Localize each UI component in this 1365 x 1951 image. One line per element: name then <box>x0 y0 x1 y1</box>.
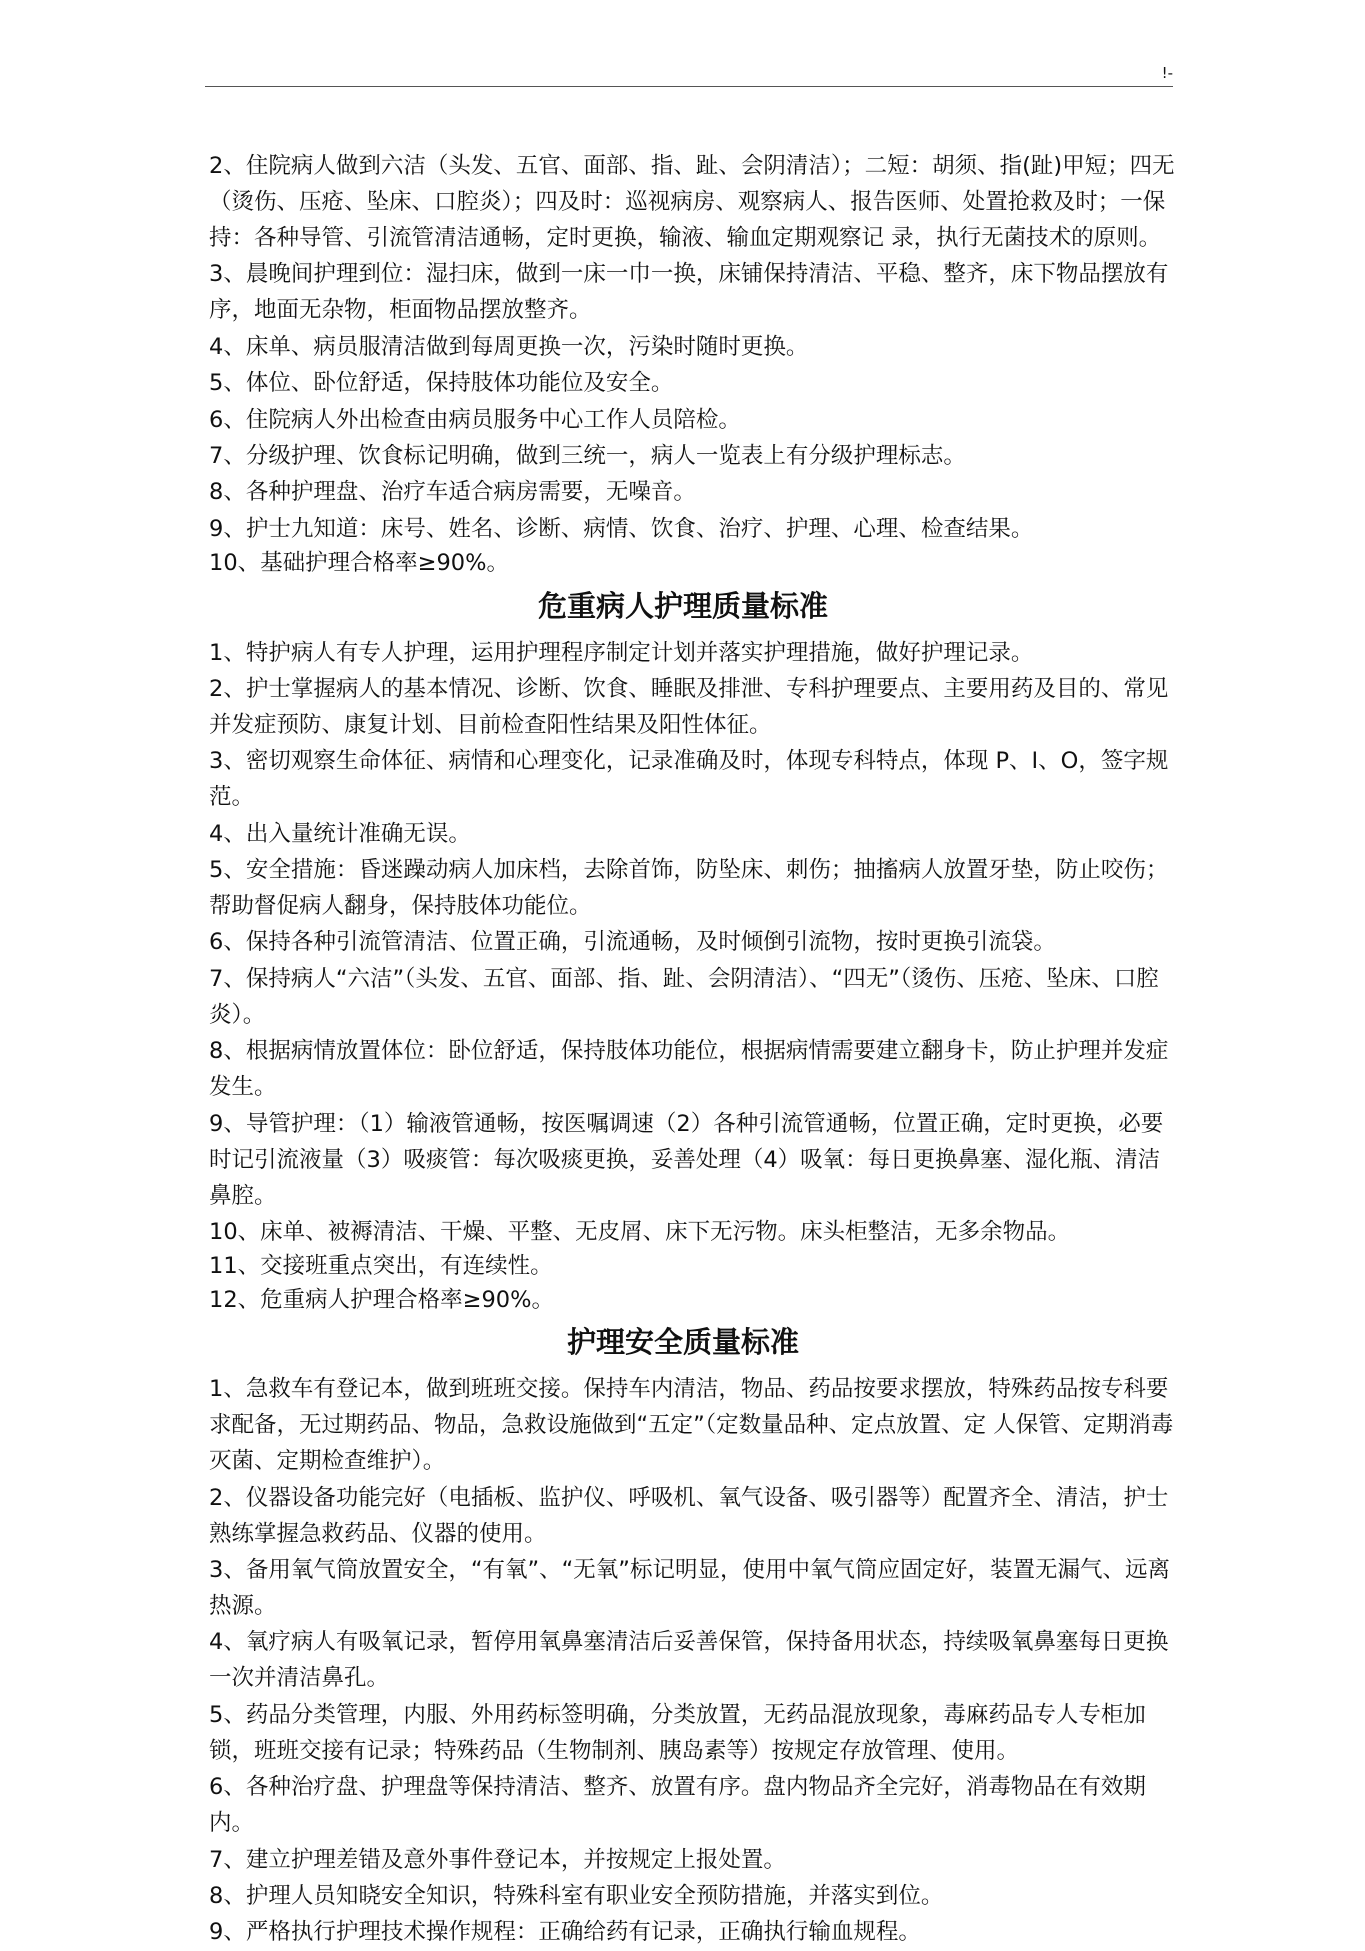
page-header <box>205 64 1173 87</box>
list-item: 10、床单、被褥清洁、干燥、平整、无皮屑、床下无污物。床头柜整洁，无多余物品。 <box>209 1219 1071 1246</box>
list-item: 9、导管护理：（1）输液管通畅，按医嘱调速（2）各种引流管通畅，位置正确，定时更换，必要时记引流液量（3）吸痰管：每次吸痰更换，妥善处理（4）吸氧：每日更换鼻塞、湿化瓶、清洁鼻腔。 <box>209 1110 1164 1209</box>
list-item: 7、建立护理差错及意外事件登记本，并按规定上报处置。 <box>209 1846 786 1873</box>
list-item: 9、护士九知道：床号、姓名、诊断、病情、饮食、治疗、护理、心理、检查结果。 <box>209 515 1034 542</box>
list-item: 3、备用氧气筒放置安全，“有氧”、“无氧”标记明显，使用中氧气筒应固定好，装置无漏气、远离热源。 <box>209 1556 1170 1619</box>
list-item: 3、晨晚间护理到位：湿扫床，做到一床一巾一换，床铺保持清洁、平稳、整齐，床下物品摆放有序，地面无杂物，柜面物品摆放整齐。 <box>209 261 1169 324</box>
list-item: 9、严格执行护理技术操作规程：正确给药有记录，正确执行输血规程。 <box>209 1919 921 1946</box>
list-item: 4、氧疗病人有吸氧记录，暂停用氧鼻塞清洁后妥善保管，保持备用状态，持续吸氧鼻塞每日更换一次并清洁鼻孔。 <box>209 1629 1169 1692</box>
list-item: 7、分级护理、饮食标记明确，做到三统一，病人一览表上有分级护理标志。 <box>209 442 966 469</box>
list-item: 8、护理人员知晓安全知识，特殊科室有职业安全预防措施，并落实到位。 <box>209 1882 944 1909</box>
list-item: 8、根据病情放置体位：卧位舒适，保持肢体功能位，根据病情需要建立翻身卡，防止护理并发症发生。 <box>209 1038 1169 1101</box>
list-item: 4、出入量统计准确无误。 <box>209 820 471 847</box>
section-title: 护理安全质量标准 <box>566 1325 799 1360</box>
section-critical-care <box>209 581 1177 1317</box>
document-body <box>209 148 1177 1951</box>
list-item: 6、保持各种引流管清洁、位置正确，引流通畅，及时倾倒引流物，按时更换引流袋。 <box>209 929 1056 956</box>
list-item: 5、药品分类管理，内服、外用药标签明确，分类放置，无药品混放现象，毒麻药品专人专柜加锁，班班交接有记录；特殊药品（生物制剂、胰岛素等）按规定存放管理、使用。 <box>209 1701 1146 1764</box>
list-item: 1、急救车有登记本，做到班班交接。保持车内清洁，物品、药品按要求摆放，特殊药品按专科要求配备，无过期药品、物品，急救设施做到“五定”（定数量品种、定点放置、定 人保管、定期消毒灭菌、定期检查维护）。 <box>209 1376 1174 1475</box>
section-nursing-safety <box>209 1317 1177 1950</box>
header-mark: !- <box>1161 64 1173 82</box>
list-item: 3、密切观察生命体征、病情和心理变化，记录准确及时，体现专科特点，体现 P、I、O，签字规范。 <box>209 748 1169 811</box>
list-item: 11、交接班重点突出，有连续性。 <box>209 1253 553 1280</box>
list-item: 4、床单、病员服清洁做到每周更换一次，污染时随时更换。 <box>209 333 809 360</box>
list-item: 6、住院病人外出检查由病员服务中心工作人员陪检。 <box>209 406 741 433</box>
list-item: 12、危重病人护理合格率≥90%。 <box>209 1286 554 1313</box>
list-item: 5、安全措施：昏迷躁动病人加床档，去除首饰，防坠床、刺伤；抽搐病人放置牙垫，防止咬伤；帮助督促病人翻身，保持肢体功能位。 <box>209 857 1169 920</box>
list-item: 2、仪器设备功能完好（电插板、监护仪、呼吸机、氧气设备、吸引器等）配置齐全、清洁，护士熟练掌握急救药品、仪器的使用。 <box>209 1484 1169 1547</box>
list-item: 2、护士掌握病人的基本情况、诊断、饮食、睡眠及排泄、专科护理要点、主要用药及目的、常见并发症预防、康复计划、目前检查阳性结果及阳性体征。 <box>209 675 1169 738</box>
list-item: 8、各种护理盘、治疗车适合病房需要，无噪音。 <box>209 479 696 506</box>
section-title: 危重病人护理质量标准 <box>537 588 828 623</box>
list-item: 5、体位、卧位舒适，保持肢体功能位及安全。 <box>209 370 674 397</box>
section-basic-care <box>209 148 1177 580</box>
list-item: 2、住院病人做到六洁（头发、五官、面部、指、趾、会阴清洁）；二短：胡须、指(趾)甲短；四无（烫伤、压疮、坠床、口腔炎）；四及时：巡视病房、观察病人、报告医师、处置抢救及时；一保持：各种导管、引流管清洁通畅，定时更换，输液、输血定期观察记 录，执行无菌技术的原则。 <box>209 153 1175 251</box>
list-item: 1、特护病人有专人护理，运用护理程序制定计划并落实护理措施，做好护理记录。 <box>209 639 1034 666</box>
list-item: 6、各种治疗盘、护理盘等保持清洁、整齐、放置有序。盘内物品齐全完好，消毒物品在有效期内。 <box>209 1774 1146 1837</box>
list-item: 7、保持病人“六洁”（头发、五官、面部、指、趾、会阴清洁）、“四无”（烫伤、压疮、坠床、口腔炎）。 <box>209 965 1159 1028</box>
list-item: 10、基础护理合格率≥90%。 <box>209 550 509 577</box>
